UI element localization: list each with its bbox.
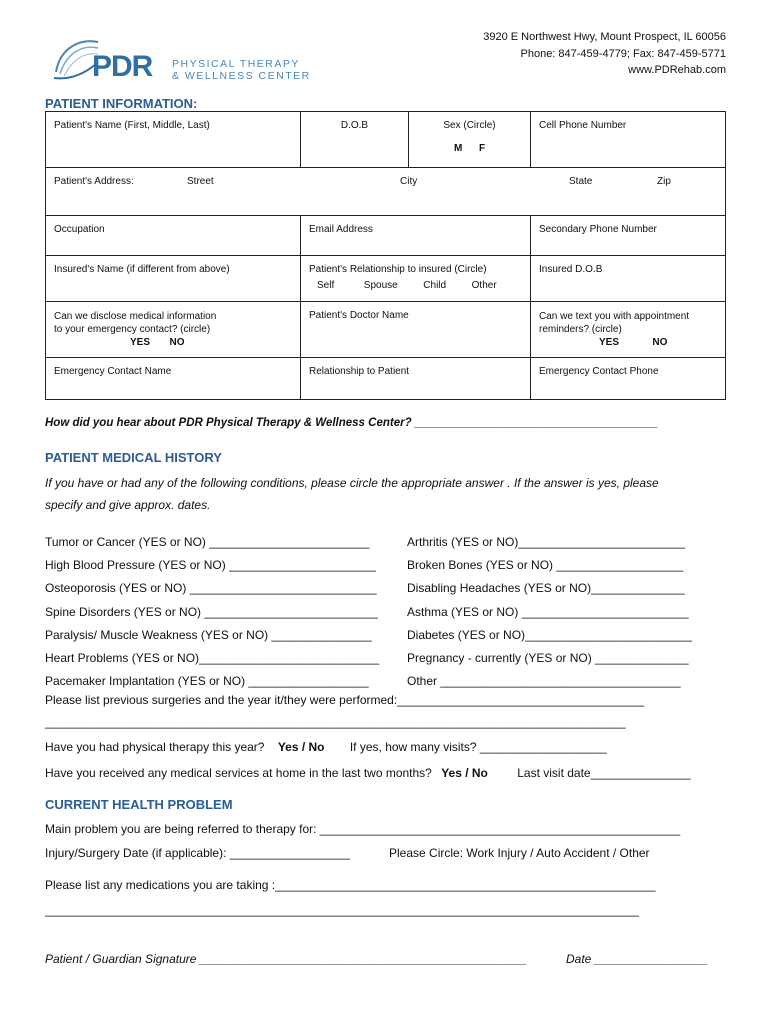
referral-question[interactable]: How did you hear about PDR Physical Therapy & Wellness Center? ______________________________________ [45,417,658,429]
rel-child-option[interactable]: Child [423,280,447,291]
logo-line1: PHYSICAL THERAPY [172,58,300,70]
relationship-to-patient-field[interactable]: Relationship to Patient [301,358,531,400]
main-problem-field[interactable]: Main problem you are being referred to therapy for: ______________________________________________________ [45,822,681,836]
clinic-phone: Phone: 847-459-4779; Fax: 847-459-5771 [520,47,726,60]
secondary-phone-field[interactable]: Secondary Phone Number [531,216,726,256]
sex-m-option[interactable]: M [453,143,463,154]
sex-f-option[interactable]: F [478,143,486,154]
patient-name-field[interactable]: Patient's Name (First, Middle, Last) [46,112,301,168]
surgeries-line2[interactable]: _______________________________________________________________________________________ [45,715,626,729]
rel-self-option[interactable]: Self [317,280,335,291]
condition-item[interactable]: Osteoporosis (YES or NO) ____________________________ [45,581,377,596]
patient-info-table [45,111,726,400]
condition-item[interactable]: Broken Bones (YES or NO) ___________________ [407,558,684,573]
rel-other-option[interactable]: Other [471,280,497,291]
logo-text: PDR [92,50,153,83]
insured-name-field[interactable]: Insured's Name (if different from above) [46,256,301,302]
disclose-info-field[interactable]: Can we disclose medical information to your emergency contact? (circle) YES NO [46,302,301,358]
condition-item[interactable]: Tumor or Cancer (YES or NO) ________________________ [45,535,370,549]
cell-phone-field[interactable]: Cell Phone Number [531,112,726,168]
signature-field[interactable]: Patient / Guardian Signature _________________________________________________ [45,952,527,966]
signature-date-field[interactable]: Date _________________ [566,952,709,966]
medications-line2[interactable]: _________________________________________________________________________________________ [45,903,639,917]
medical-history-title: PATIENT MEDICAL HISTORY [45,450,222,465]
clinic-website: www.PDRehab.com [628,64,726,76]
condition-item[interactable]: Paralysis/ Muscle Weakness (YES or NO) _______________ [45,627,372,642]
condition-item[interactable]: High Blood Pressure (YES or NO) ______________________ [45,558,376,573]
instructions-line1: If you have or had any of the following conditions, please circle the appropriate answer . If the answer is yes, please [45,476,659,490]
condition-item[interactable]: Heart Problems (YES or NO)___________________________ [45,651,380,666]
last-visit-field[interactable]: Last visit date_______________ [517,766,691,780]
pt-question: Have you had physical therapy this year? Yes / No If yes, how many visits? ___________________ [45,740,607,754]
rel-spouse-option[interactable]: Spouse [363,280,398,291]
condition-item[interactable]: Diabetes (YES or NO)_________________________ [407,627,692,642]
home-yes-no[interactable]: Yes / No [441,766,488,780]
logo-line2: & WELLNESS CENTER [172,70,311,82]
doctor-name-field[interactable]: Patient's Doctor Name [301,302,531,358]
emergency-contact-phone-field[interactable]: Emergency Contact Phone [531,358,726,400]
text-no-option[interactable]: NO [652,337,668,348]
relationship-field[interactable]: Patient's Relationship to insured (Circle) Self Spouse Child Other [301,256,531,302]
condition-item[interactable]: Spine Disorders (YES or NO) __________________________ [45,604,378,619]
condition-item[interactable]: Pacemaker Implantation (YES or NO) __________________ [45,674,369,689]
clinic-address-block [483,29,726,79]
pdr-logo [50,34,320,86]
disclose-no-option[interactable]: NO [169,337,185,348]
insured-dob-field[interactable]: Insured D.O.B [531,256,726,302]
disclose-yes-option[interactable]: YES [130,337,151,348]
injury-date-field[interactable]: Injury/Surgery Date (if applicable): __________________ [45,846,350,860]
emergency-contact-name-field[interactable]: Emergency Contact Name [46,358,301,400]
email-field[interactable]: Email Address [301,216,531,256]
injury-type-circle[interactable]: Please Circle: Work Injury / Auto Accident / Other [389,846,650,860]
right-conditions-list [407,531,692,693]
current-problem-title: CURRENT HEALTH PROBLEM [45,797,233,812]
home-services-question: Have you received any medical services at home in the last two months? Yes / No Last visit date_______________ [45,766,691,780]
text-yes-option[interactable]: YES [599,337,620,348]
clinic-address: 3920 E Northwest Hwy, Mount Prospect, IL 60056 [483,31,726,43]
condition-item[interactable]: Pregnancy - currently (YES or NO) ______________ [407,651,689,666]
condition-item[interactable]: Asthma (YES or NO) _________________________ [407,604,689,619]
medications-field[interactable]: Please list any medications you are taking :_________________________________________________________ [45,878,656,892]
address-field[interactable]: Patient's Address: Street City State Zip [46,168,726,216]
patient-info-title: PATIENT INFORMATION: [45,96,198,111]
surgeries-field[interactable]: Please list previous surgeries and the year it/they were performed:_____________________________________ [45,693,645,707]
sex-field[interactable]: Sex (Circle) M F [409,112,531,168]
pt-yes-no[interactable]: Yes / No [277,740,325,754]
pt-visits-field[interactable]: If yes, how many visits? ___________________ [349,740,607,754]
condition-item[interactable]: Disabling Headaches (YES or NO)______________ [407,581,685,596]
left-conditions-list [45,531,379,693]
occupation-field[interactable]: Occupation [46,216,301,256]
text-reminder-field[interactable]: Can we text you with appointment reminders? (circle) YES NO [531,302,726,358]
condition-item[interactable]: Other ____________________________________ [407,674,681,689]
instructions-line2: specify and give approx. dates. [45,498,211,512]
dob-field[interactable]: D.O.B [301,112,409,168]
condition-item[interactable]: Arthritis (YES or NO)_________________________ [407,535,686,549]
